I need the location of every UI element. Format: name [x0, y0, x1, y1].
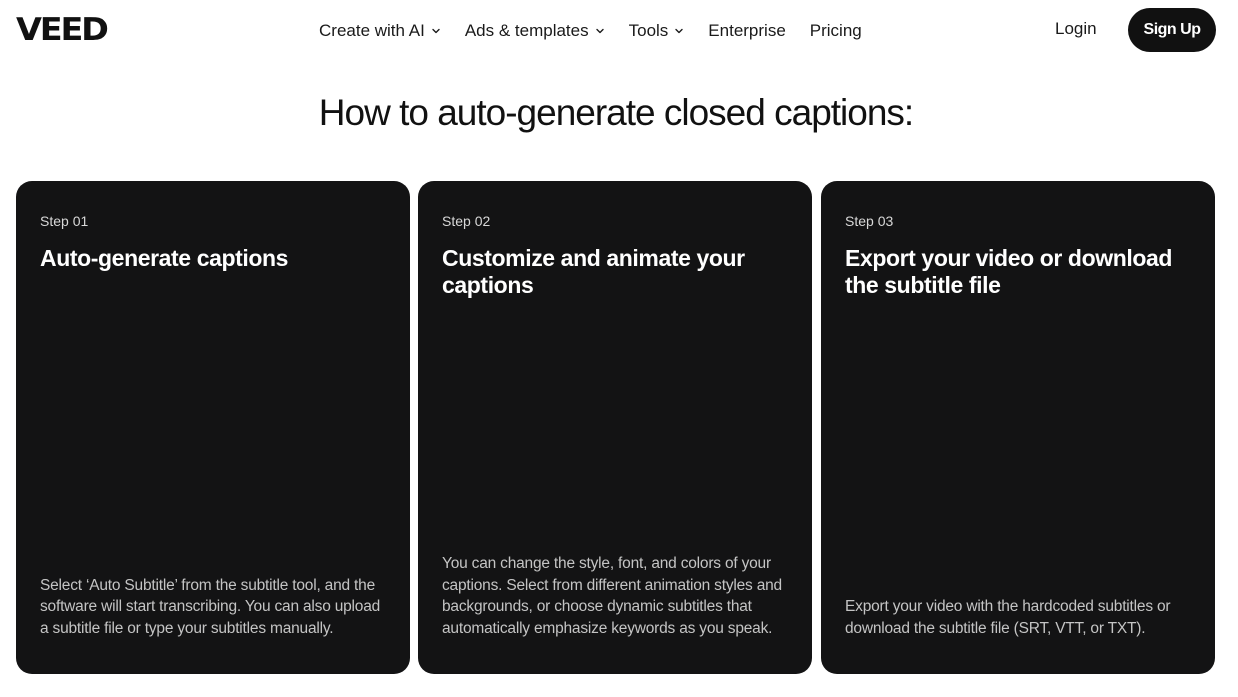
step-title: Customize and animate your captions: [442, 245, 745, 298]
nav-enterprise[interactable]: [708, 21, 785, 41]
login-link[interactable]: Login: [1055, 19, 1097, 38]
step-title: Export your video or download the subtitle file: [845, 245, 1173, 298]
nav-label: Pricing: [809, 21, 862, 40]
step-card-1: [16, 181, 410, 674]
navbar: [0, 0, 1238, 62]
page-title: How to auto-generate closed captions:: [318, 92, 914, 133]
step-description: Export your video with the hardcoded subtitles or download the subtitle file (SRT, VTT, or TXT).: [845, 598, 1171, 638]
chevron-down-icon: [431, 26, 441, 36]
nav-ads-templates[interactable]: [465, 21, 605, 41]
chevron-down-icon: [595, 26, 605, 36]
chevron-down-icon: [674, 26, 684, 36]
nav-label: Create with AI: [319, 21, 425, 40]
nav-create-with-ai[interactable]: [319, 21, 441, 41]
step-card-3: [821, 181, 1215, 674]
step-description: You can change the style, font, and colors of your captions. Select from different animation styles and backgrounds, or choose dynamic subtitles that automatically emphasize keywords as you speak.: [442, 554, 782, 638]
nav-tools[interactable]: [629, 21, 685, 41]
main-nav: [319, 19, 886, 43]
sign-up-button[interactable]: Sign Up: [1128, 8, 1216, 52]
veed-logo[interactable]: VEED: [16, 12, 107, 48]
nav-label: Tools: [628, 21, 669, 40]
step-card-2: [418, 181, 812, 674]
nav-label: Enterprise: [708, 21, 786, 40]
step-number: Step 01: [40, 213, 89, 229]
step-title: Auto-generate captions: [40, 245, 289, 271]
nav-label: Ads & templates: [464, 21, 589, 40]
step-number: Step 03: [845, 213, 894, 229]
step-number: Step 02: [442, 213, 491, 229]
step-description: Select ‘Auto Subtitle’ from the subtitle tool, and the software will start transcribing. You can also upload a subtitle file or type your subtitles manually.: [40, 576, 381, 638]
nav-pricing[interactable]: [810, 21, 862, 41]
